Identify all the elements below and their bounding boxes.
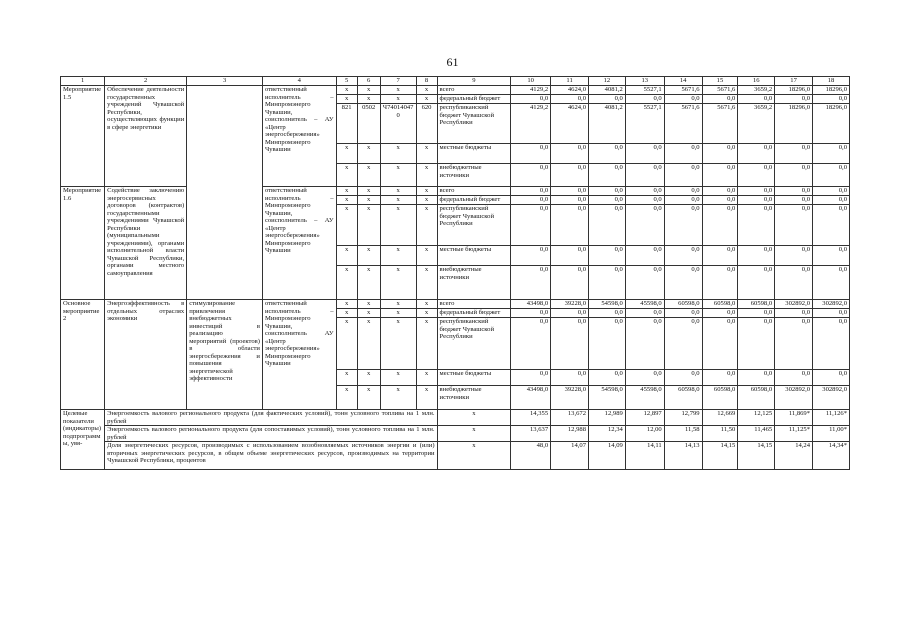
funding-source: федеральный бюджет bbox=[437, 95, 511, 104]
code-cell: x bbox=[357, 86, 380, 95]
code-cell: x bbox=[380, 309, 416, 318]
code-cell: x bbox=[380, 144, 416, 164]
code-cell: x bbox=[380, 205, 416, 246]
indicator-value: 13,637 bbox=[511, 426, 551, 442]
value-cell: 0,0 bbox=[625, 205, 664, 246]
value-cell: 0,0 bbox=[738, 187, 775, 196]
column-number: 16 bbox=[738, 77, 775, 86]
indicator-value: 14,11 bbox=[625, 442, 664, 470]
value-cell: 0,0 bbox=[511, 246, 551, 266]
code-cell: x bbox=[416, 205, 437, 246]
indicator-value: 12,799 bbox=[664, 410, 702, 426]
code-cell: x bbox=[357, 386, 380, 410]
funding-source: всего bbox=[437, 86, 511, 95]
value-cell: 60598,0 bbox=[664, 386, 702, 410]
value-cell: 0,0 bbox=[589, 309, 626, 318]
value-cell: 0,0 bbox=[625, 144, 664, 164]
value-cell: 0,0 bbox=[625, 309, 664, 318]
table-header-row bbox=[61, 77, 850, 86]
value-cell: 0,0 bbox=[511, 187, 551, 196]
code-cell: x bbox=[357, 370, 380, 386]
funding-source: местные бюджеты bbox=[437, 246, 511, 266]
value-cell: 5671,6 bbox=[664, 86, 702, 95]
value-cell: 0,0 bbox=[813, 187, 850, 196]
value-cell: 5527,1 bbox=[625, 86, 664, 95]
value-cell: 0,0 bbox=[551, 246, 589, 266]
value-cell: 0,0 bbox=[625, 246, 664, 266]
value-cell: 0,0 bbox=[738, 318, 775, 370]
code-cell: x bbox=[336, 95, 357, 104]
code-cell: x bbox=[357, 164, 380, 187]
value-cell: 0,0 bbox=[511, 266, 551, 300]
funding-source: республиканский бюджет Чувашской Республики bbox=[437, 205, 511, 246]
value-cell: 0,0 bbox=[775, 196, 813, 205]
column-number: 5 bbox=[336, 77, 357, 86]
indicator-value: 14,34* bbox=[813, 442, 850, 470]
code-cell: x bbox=[336, 266, 357, 300]
value-cell: 0,0 bbox=[775, 370, 813, 386]
column-number: 4 bbox=[262, 77, 336, 86]
code-cell: x bbox=[416, 386, 437, 410]
funding-source: федеральный бюджет bbox=[437, 309, 511, 318]
indicator-value: 11,50 bbox=[702, 426, 738, 442]
code-cell: x bbox=[357, 300, 380, 309]
value-cell: 0,0 bbox=[625, 266, 664, 300]
code-cell: x bbox=[336, 144, 357, 164]
indicator-value: 12,34 bbox=[589, 426, 626, 442]
value-cell: 0,0 bbox=[551, 370, 589, 386]
funding-source: внебюджетные источники bbox=[437, 164, 511, 187]
value-cell: 0,0 bbox=[664, 187, 702, 196]
indicator-value: 12,00 bbox=[625, 426, 664, 442]
code-cell: x bbox=[357, 144, 380, 164]
value-cell: 0,0 bbox=[664, 196, 702, 205]
value-cell: 0,0 bbox=[738, 196, 775, 205]
activity-description: Обеспечение деятельности государственных учреждений Чувашской Республики, осуществляющих функции в сфере энергетики bbox=[105, 86, 187, 187]
value-cell: 0,0 bbox=[551, 309, 589, 318]
table-row bbox=[61, 187, 850, 196]
code-cell: x bbox=[380, 370, 416, 386]
value-cell: 0,0 bbox=[702, 196, 738, 205]
empty-cell bbox=[187, 86, 263, 187]
code-cell: x bbox=[416, 86, 437, 95]
code-cell: x bbox=[357, 309, 380, 318]
value-cell: 0,0 bbox=[664, 164, 702, 187]
value-cell: 0,0 bbox=[551, 266, 589, 300]
value-cell: 0,0 bbox=[664, 266, 702, 300]
indicator-value: 14,15 bbox=[738, 442, 775, 470]
column-number: 13 bbox=[625, 77, 664, 86]
value-cell: 0,0 bbox=[702, 246, 738, 266]
column-number: 1 bbox=[61, 77, 105, 86]
code-cell: 620 bbox=[416, 104, 437, 144]
funding-source: республиканский бюджет Чувашской Республики bbox=[437, 104, 511, 144]
value-cell: 0,0 bbox=[625, 187, 664, 196]
value-cell: 0,0 bbox=[813, 370, 850, 386]
value-cell: 54598,0 bbox=[589, 386, 626, 410]
code-cell: x bbox=[336, 318, 357, 370]
indicator-mark: x bbox=[437, 426, 511, 442]
code-cell: x bbox=[336, 370, 357, 386]
code-cell: x bbox=[416, 309, 437, 318]
table-row bbox=[61, 86, 850, 95]
value-cell: 0,0 bbox=[702, 164, 738, 187]
value-cell: 0,0 bbox=[589, 318, 626, 370]
code-cell: x bbox=[336, 196, 357, 205]
code-cell: x bbox=[416, 144, 437, 164]
value-cell: 0,0 bbox=[813, 95, 850, 104]
value-cell: 18296,0 bbox=[813, 86, 850, 95]
value-cell: 0,0 bbox=[551, 205, 589, 246]
column-number: 3 bbox=[187, 77, 263, 86]
value-cell: 0,0 bbox=[813, 318, 850, 370]
code-cell: x bbox=[380, 95, 416, 104]
empty-cell bbox=[187, 187, 263, 300]
value-cell: 4624,0 bbox=[551, 104, 589, 144]
code-cell: x bbox=[416, 300, 437, 309]
column-number: 7 bbox=[380, 77, 416, 86]
indicator-name: Доля энергетических ресурсов, производимых с использованием возобновляемых источников энергии и (или) вторичных энергетических ресурсов, в общем объеме энергетических ресурсов, производимых на территории Чувашской Республики, процентов bbox=[105, 442, 437, 470]
funding-source: республиканский бюджет Чувашской Республики bbox=[437, 318, 511, 370]
value-cell: 0,0 bbox=[775, 266, 813, 300]
indicator-value: 11,869* bbox=[775, 410, 813, 426]
column-number: 6 bbox=[357, 77, 380, 86]
value-cell: 43498,0 bbox=[511, 386, 551, 410]
value-cell: 0,0 bbox=[738, 266, 775, 300]
indicator-row bbox=[61, 442, 850, 470]
value-cell: 0,0 bbox=[589, 205, 626, 246]
value-cell: 302892,0 bbox=[775, 300, 813, 309]
responsible-executor: ответственный исполнитель – Минпромэнерго Чувашии, соисполнитель – АУ «Центр энергосбережения» Минпромэнерго Чувашии bbox=[262, 86, 336, 187]
value-cell: 0,0 bbox=[625, 95, 664, 104]
page-number: 61 bbox=[446, 55, 459, 69]
code-cell: x bbox=[416, 95, 437, 104]
value-cell: 0,0 bbox=[589, 266, 626, 300]
indicator-value: 14,13 bbox=[664, 442, 702, 470]
code-cell: x bbox=[357, 187, 380, 196]
value-cell: 0,0 bbox=[551, 187, 589, 196]
value-cell: 0,0 bbox=[664, 95, 702, 104]
code-cell: x bbox=[380, 187, 416, 196]
value-cell: 60598,0 bbox=[738, 300, 775, 309]
value-cell: 18296,0 bbox=[775, 86, 813, 95]
code-cell: x bbox=[336, 309, 357, 318]
value-cell: 4081,2 bbox=[589, 86, 626, 95]
value-cell: 0,0 bbox=[702, 187, 738, 196]
code-cell: x bbox=[416, 266, 437, 300]
column-number: 18 bbox=[813, 77, 850, 86]
indicator-value: 48,0 bbox=[511, 442, 551, 470]
activity-goal: стимулирование привлечения внебюджетных инвестиций в реализацию мероприятий (проектов) в области энергосбережения и повышения энергетической эффективности bbox=[187, 300, 263, 410]
table-row bbox=[61, 300, 850, 309]
code-cell: x bbox=[357, 196, 380, 205]
value-cell: 0,0 bbox=[511, 318, 551, 370]
value-cell: 0,0 bbox=[813, 164, 850, 187]
code-cell: x bbox=[357, 95, 380, 104]
column-number: 12 bbox=[589, 77, 626, 86]
indicator-value: 12,897 bbox=[625, 410, 664, 426]
value-cell: 5671,6 bbox=[664, 104, 702, 144]
code-cell: x bbox=[336, 187, 357, 196]
code-cell: x bbox=[336, 300, 357, 309]
value-cell: 0,0 bbox=[813, 309, 850, 318]
value-cell: 5671,6 bbox=[702, 86, 738, 95]
value-cell: 60598,0 bbox=[702, 300, 738, 309]
code-cell: Ч740140470 bbox=[380, 104, 416, 144]
value-cell: 0,0 bbox=[551, 318, 589, 370]
funding-source: всего bbox=[437, 300, 511, 309]
activity-name: Мероприятие 1.6 bbox=[61, 187, 105, 300]
code-cell: x bbox=[357, 318, 380, 370]
value-cell: 0,0 bbox=[511, 144, 551, 164]
value-cell: 4081,2 bbox=[589, 104, 626, 144]
value-cell: 0,0 bbox=[813, 205, 850, 246]
column-number: 10 bbox=[511, 77, 551, 86]
indicator-value: 12,669 bbox=[702, 410, 738, 426]
value-cell: 0,0 bbox=[511, 205, 551, 246]
value-cell: 0,0 bbox=[589, 370, 626, 386]
value-cell: 60598,0 bbox=[738, 386, 775, 410]
indicator-value: 11,126* bbox=[813, 410, 850, 426]
value-cell: 0,0 bbox=[664, 144, 702, 164]
value-cell: 0,0 bbox=[589, 196, 626, 205]
code-cell: x bbox=[416, 246, 437, 266]
code-cell: x bbox=[336, 86, 357, 95]
value-cell: 0,0 bbox=[775, 205, 813, 246]
value-cell: 0,0 bbox=[664, 318, 702, 370]
value-cell: 0,0 bbox=[702, 266, 738, 300]
value-cell: 302892,0 bbox=[775, 386, 813, 410]
value-cell: 4129,2 bbox=[511, 104, 551, 144]
value-cell: 0,0 bbox=[664, 309, 702, 318]
indicator-value: 11,125* bbox=[775, 426, 813, 442]
value-cell: 0,0 bbox=[738, 95, 775, 104]
value-cell: 3659,2 bbox=[738, 104, 775, 144]
activity-description: Энергоэффективность в отдельных отраслях экономики bbox=[105, 300, 187, 410]
code-cell: x bbox=[380, 266, 416, 300]
funding-source: местные бюджеты bbox=[437, 370, 511, 386]
code-cell: x bbox=[416, 370, 437, 386]
value-cell: 0,0 bbox=[738, 205, 775, 246]
value-cell: 45598,0 bbox=[625, 300, 664, 309]
value-cell: 302892,0 bbox=[813, 300, 850, 309]
value-cell: 0,0 bbox=[664, 370, 702, 386]
code-cell: x bbox=[336, 205, 357, 246]
column-number: 2 bbox=[105, 77, 187, 86]
value-cell: 0,0 bbox=[813, 144, 850, 164]
code-cell: x bbox=[416, 187, 437, 196]
column-number: 14 bbox=[664, 77, 702, 86]
code-cell: 0502 bbox=[357, 104, 380, 144]
value-cell: 0,0 bbox=[813, 196, 850, 205]
value-cell: 4129,2 bbox=[511, 86, 551, 95]
code-cell: x bbox=[380, 300, 416, 309]
indicator-value: 14,355 bbox=[511, 410, 551, 426]
value-cell: 0,0 bbox=[589, 187, 626, 196]
indicator-value: 11,00* bbox=[813, 426, 850, 442]
code-cell: x bbox=[380, 164, 416, 187]
column-number: 11 bbox=[551, 77, 589, 86]
value-cell: 45598,0 bbox=[625, 386, 664, 410]
indicator-mark: x bbox=[437, 410, 511, 426]
column-number: 9 bbox=[437, 77, 511, 86]
value-cell: 0,0 bbox=[551, 144, 589, 164]
value-cell: 0,0 bbox=[738, 164, 775, 187]
value-cell: 0,0 bbox=[813, 246, 850, 266]
code-cell: x bbox=[380, 196, 416, 205]
value-cell: 60598,0 bbox=[702, 386, 738, 410]
value-cell: 0,0 bbox=[625, 318, 664, 370]
value-cell: 3659,2 bbox=[738, 86, 775, 95]
value-cell: 0,0 bbox=[738, 309, 775, 318]
code-cell: x bbox=[336, 164, 357, 187]
value-cell: 0,0 bbox=[589, 246, 626, 266]
code-cell: x bbox=[380, 318, 416, 370]
indicator-value: 11,465 bbox=[738, 426, 775, 442]
value-cell: 0,0 bbox=[664, 205, 702, 246]
value-cell: 0,0 bbox=[511, 370, 551, 386]
indicator-value: 12,988 bbox=[551, 426, 589, 442]
code-cell: x bbox=[336, 386, 357, 410]
value-cell: 0,0 bbox=[551, 95, 589, 104]
indicator-value: 12,989 bbox=[589, 410, 626, 426]
indicator-row bbox=[61, 410, 850, 426]
indicator-mark: x bbox=[437, 442, 511, 470]
indicator-value: 14,24 bbox=[775, 442, 813, 470]
code-cell: x bbox=[357, 266, 380, 300]
funding-source: федеральный бюджет bbox=[437, 196, 511, 205]
value-cell: 0,0 bbox=[775, 309, 813, 318]
value-cell: 43498,0 bbox=[511, 300, 551, 309]
value-cell: 0,0 bbox=[625, 164, 664, 187]
value-cell: 0,0 bbox=[551, 196, 589, 205]
column-number: 17 bbox=[775, 77, 813, 86]
indicator-name: Энергоемкость валового регионального продукта (для сопоставимых условий), тонн условного топлива на 1 млн. рублей bbox=[105, 426, 437, 442]
indicator-value: 14,09 bbox=[589, 442, 626, 470]
code-cell: x bbox=[336, 246, 357, 266]
value-cell: 0,0 bbox=[511, 95, 551, 104]
code-cell: x bbox=[357, 246, 380, 266]
value-cell: 0,0 bbox=[738, 144, 775, 164]
value-cell: 0,0 bbox=[664, 246, 702, 266]
value-cell: 0,0 bbox=[511, 196, 551, 205]
value-cell: 0,0 bbox=[589, 144, 626, 164]
indicator-value: 14,07 bbox=[551, 442, 589, 470]
column-number: 15 bbox=[702, 77, 738, 86]
code-cell: x bbox=[380, 86, 416, 95]
code-cell: 821 bbox=[336, 104, 357, 144]
code-cell: x bbox=[380, 246, 416, 266]
value-cell: 18296,0 bbox=[813, 104, 850, 144]
funding-source: внебюджетные источники bbox=[437, 386, 511, 410]
value-cell: 18296,0 bbox=[775, 104, 813, 144]
indicator-row bbox=[61, 426, 850, 442]
code-cell: x bbox=[357, 205, 380, 246]
value-cell: 0,0 bbox=[702, 205, 738, 246]
value-cell: 0,0 bbox=[775, 95, 813, 104]
value-cell: 0,0 bbox=[625, 370, 664, 386]
activity-name: Основное мероприятие 2 bbox=[61, 300, 105, 410]
value-cell: 0,0 bbox=[702, 309, 738, 318]
code-cell: x bbox=[416, 164, 437, 187]
responsible-executor: ответственный исполнитель – Минпромэнерго Чувашии, соисполнитель АУ «Центр энергосбережения» Минпромэнерго Чувашии bbox=[262, 300, 336, 410]
value-cell: 0,0 bbox=[775, 318, 813, 370]
indicator-name: Энергоемкость валового регионального продукта (для фактических условий), тонн условного топлива на 1 млн. рублей bbox=[105, 410, 437, 426]
code-cell: x bbox=[416, 196, 437, 205]
value-cell: 0,0 bbox=[775, 187, 813, 196]
value-cell: 0,0 bbox=[738, 370, 775, 386]
value-cell: 0,0 bbox=[775, 246, 813, 266]
indicators-label: Целевые показатели (индикаторы) подпрограммы, увя- bbox=[61, 410, 105, 470]
indicator-value: 11,58 bbox=[664, 426, 702, 442]
indicator-value: 14,15 bbox=[702, 442, 738, 470]
funding-source: местные бюджеты bbox=[437, 144, 511, 164]
value-cell: 0,0 bbox=[775, 144, 813, 164]
value-cell: 0,0 bbox=[511, 309, 551, 318]
value-cell: 54598,0 bbox=[589, 300, 626, 309]
value-cell: 0,0 bbox=[738, 246, 775, 266]
indicator-value: 12,125 bbox=[738, 410, 775, 426]
value-cell: 0,0 bbox=[775, 164, 813, 187]
activity-name: Мероприятие 1.5 bbox=[61, 86, 105, 187]
value-cell: 5671,6 bbox=[702, 104, 738, 144]
activity-description: Содействие заключению энергосервисных договоров (контрактов) государственными учреждениями Чувашской Республики (муниципальными учреждениями), органами исполнительной власти Чувашской Республики, органами местного самоуправления bbox=[105, 187, 187, 300]
value-cell: 0,0 bbox=[702, 144, 738, 164]
value-cell: 0,0 bbox=[813, 266, 850, 300]
value-cell: 5527,1 bbox=[625, 104, 664, 144]
code-cell: x bbox=[380, 386, 416, 410]
column-number: 8 bbox=[416, 77, 437, 86]
funding-source: внебюджетные источники bbox=[437, 266, 511, 300]
value-cell: 0,0 bbox=[589, 95, 626, 104]
responsible-executor: ответственный исполнитель – Минпромэнерго Чувашии, соисполнитель – АУ «Центр энергосбережения» Минпромэнерго Чувашии bbox=[262, 187, 336, 300]
value-cell: 0,0 bbox=[702, 95, 738, 104]
value-cell: 0,0 bbox=[702, 370, 738, 386]
value-cell: 0,0 bbox=[551, 164, 589, 187]
program-table bbox=[60, 76, 850, 470]
value-cell: 39228,0 bbox=[551, 300, 589, 309]
funding-source: всего bbox=[437, 187, 511, 196]
value-cell: 60598,0 bbox=[664, 300, 702, 309]
value-cell: 39228,0 bbox=[551, 386, 589, 410]
value-cell: 0,0 bbox=[702, 318, 738, 370]
value-cell: 0,0 bbox=[511, 164, 551, 187]
value-cell: 302892,0 bbox=[813, 386, 850, 410]
value-cell: 4624,0 bbox=[551, 86, 589, 95]
value-cell: 0,0 bbox=[625, 196, 664, 205]
value-cell: 0,0 bbox=[589, 164, 626, 187]
indicator-value: 13,672 bbox=[551, 410, 589, 426]
code-cell: x bbox=[416, 318, 437, 370]
